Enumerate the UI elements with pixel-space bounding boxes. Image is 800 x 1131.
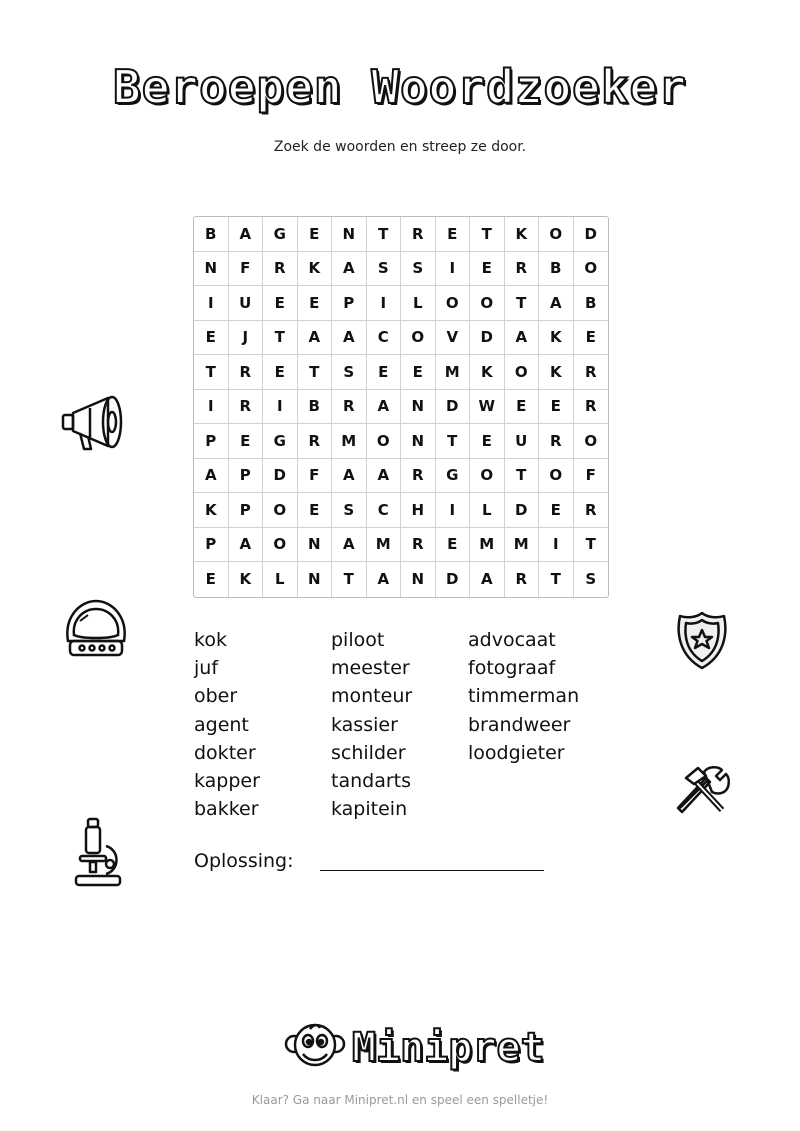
word-item: kapitein bbox=[331, 798, 408, 821]
footer-text: Klaar? Ga naar Minipret.nl en speel een spelletje! bbox=[251, 1093, 549, 1107]
grid-cell[interactable]: F bbox=[229, 252, 264, 287]
grid-cell[interactable]: M bbox=[470, 528, 505, 563]
grid-cell[interactable]: G bbox=[263, 424, 298, 459]
grid-cell[interactable]: I bbox=[539, 528, 574, 563]
grid-cell[interactable]: T bbox=[332, 562, 367, 597]
grid-cell[interactable]: N bbox=[194, 252, 229, 287]
word-item: tandarts bbox=[331, 769, 411, 792]
grid-cell[interactable]: R bbox=[574, 355, 609, 390]
grid-cell[interactable]: J bbox=[229, 321, 264, 356]
grid-cell[interactable]: O bbox=[263, 528, 298, 563]
grid-cell[interactable]: A bbox=[367, 459, 402, 494]
grid-cell[interactable]: P bbox=[194, 528, 229, 563]
grid-cell[interactable]: N bbox=[401, 562, 436, 597]
word-item: kassier bbox=[331, 713, 398, 736]
grid-cell[interactable]: A bbox=[298, 321, 333, 356]
grid-cell[interactable]: O bbox=[574, 252, 609, 287]
grid-cell[interactable]: I bbox=[367, 286, 402, 321]
grid-cell[interactable]: T bbox=[194, 355, 229, 390]
grid-cell[interactable]: D bbox=[505, 493, 540, 528]
word-item: bakker bbox=[194, 798, 259, 821]
word-column-1 bbox=[194, 626, 260, 823]
grid-cell[interactable]: T bbox=[574, 528, 609, 563]
word-item: meester bbox=[331, 657, 410, 680]
grid-cell[interactable]: D bbox=[574, 217, 609, 252]
grid-cell[interactable]: E bbox=[574, 321, 609, 356]
word-item: kapper bbox=[194, 769, 260, 792]
grid-cell[interactable]: A bbox=[367, 390, 402, 425]
word-item: loodgieter bbox=[468, 741, 565, 764]
grid-cell[interactable]: E bbox=[229, 424, 264, 459]
grid-cell[interactable]: A bbox=[539, 286, 574, 321]
page-subtitle: Zoek de woorden en streep ze door. bbox=[273, 139, 527, 155]
grid-cell[interactable]: K bbox=[229, 562, 264, 597]
grid-cell[interactable]: E bbox=[401, 355, 436, 390]
grid-cell[interactable]: O bbox=[505, 355, 540, 390]
grid-cell[interactable]: I bbox=[436, 493, 471, 528]
grid-cell[interactable]: T bbox=[505, 459, 540, 494]
grid-cell[interactable]: M bbox=[367, 528, 402, 563]
grid-cell[interactable]: S bbox=[332, 355, 367, 390]
grid-cell[interactable]: U bbox=[505, 424, 540, 459]
grid-cell[interactable]: T bbox=[470, 217, 505, 252]
word-item: advocaat bbox=[468, 629, 556, 651]
tools-icon bbox=[674, 764, 732, 820]
grid-cell[interactable]: O bbox=[367, 424, 402, 459]
grid-cell[interactable]: O bbox=[539, 217, 574, 252]
grid-cell[interactable]: O bbox=[401, 321, 436, 356]
word-item: kok bbox=[194, 629, 227, 651]
grid-cell[interactable]: V bbox=[436, 321, 471, 356]
grid-cell[interactable]: C bbox=[367, 321, 402, 356]
grid-cell[interactable]: R bbox=[574, 493, 609, 528]
grid-cell[interactable]: E bbox=[194, 321, 229, 356]
grid-cell[interactable]: D bbox=[470, 321, 505, 356]
grid-cell[interactable]: T bbox=[298, 355, 333, 390]
megaphone-icon bbox=[60, 393, 132, 459]
grid-cell[interactable]: O bbox=[436, 286, 471, 321]
grid-cell[interactable]: T bbox=[505, 286, 540, 321]
word-column-3 bbox=[468, 626, 579, 767]
grid-cell[interactable]: E bbox=[263, 355, 298, 390]
grid-cell[interactable]: O bbox=[539, 459, 574, 494]
grid-cell[interactable]: I bbox=[263, 390, 298, 425]
solution-label: Oplossing: bbox=[194, 850, 294, 872]
grid-cell[interactable]: O bbox=[574, 424, 609, 459]
grid-cell[interactable]: S bbox=[401, 252, 436, 287]
brand-name: Minipret bbox=[352, 1025, 545, 1071]
grid-cell[interactable]: B bbox=[298, 390, 333, 425]
grid-cell[interactable]: O bbox=[470, 459, 505, 494]
grid-cell[interactable]: E bbox=[436, 217, 471, 252]
grid-cell[interactable]: K bbox=[194, 493, 229, 528]
grid-cell[interactable]: E bbox=[505, 390, 540, 425]
grid-cell[interactable]: N bbox=[332, 217, 367, 252]
word-item: dokter bbox=[194, 741, 256, 764]
grid-cell[interactable]: N bbox=[401, 424, 436, 459]
word-item: schilder bbox=[331, 741, 406, 764]
grid-cell[interactable]: T bbox=[263, 321, 298, 356]
grid-cell[interactable]: R bbox=[574, 390, 609, 425]
word-item: timmerman bbox=[468, 685, 580, 708]
grid-cell[interactable]: R bbox=[401, 528, 436, 563]
grid-cell[interactable]: I bbox=[194, 286, 229, 321]
grid-cell[interactable]: R bbox=[505, 252, 540, 287]
grid-cell[interactable]: R bbox=[401, 459, 436, 494]
grid-cell[interactable]: E bbox=[298, 493, 333, 528]
grid-cell[interactable]: H bbox=[401, 493, 436, 528]
grid-cell[interactable]: E bbox=[436, 528, 471, 563]
grid-cell[interactable]: R bbox=[229, 355, 264, 390]
grid-cell[interactable]: K bbox=[470, 355, 505, 390]
grid-cell[interactable]: E bbox=[194, 562, 229, 597]
word-item: juf bbox=[194, 657, 219, 680]
grid-cell[interactable]: A bbox=[332, 459, 367, 494]
grid-cell[interactable]: N bbox=[298, 562, 333, 597]
word-search-grid bbox=[193, 216, 609, 598]
grid-cell[interactable]: R bbox=[229, 390, 264, 425]
grid-cell[interactable]: A bbox=[194, 459, 229, 494]
grid-cell[interactable]: A bbox=[505, 321, 540, 356]
grid-cell[interactable]: I bbox=[436, 252, 471, 287]
word-item: agent bbox=[194, 713, 249, 736]
police-badge-icon bbox=[676, 610, 728, 676]
grid-cell[interactable]: C bbox=[367, 493, 402, 528]
grid-cell[interactable]: M bbox=[436, 355, 471, 390]
monkey-logo-icon bbox=[284, 1020, 346, 1076]
grid-cell[interactable]: K bbox=[539, 355, 574, 390]
microscope-icon bbox=[70, 816, 126, 892]
grid-cell[interactable]: E bbox=[539, 493, 574, 528]
grid-cell[interactable]: T bbox=[367, 217, 402, 252]
word-item: monteur bbox=[331, 685, 413, 708]
grid-cell[interactable]: L bbox=[401, 286, 436, 321]
word-column-2 bbox=[331, 626, 412, 823]
grid-cell[interactable]: S bbox=[332, 493, 367, 528]
grid-cell[interactable]: E bbox=[298, 217, 333, 252]
grid-cell[interactable]: R bbox=[263, 252, 298, 287]
grid-cell[interactable]: M bbox=[505, 528, 540, 563]
grid-cell[interactable]: F bbox=[574, 459, 609, 494]
word-item: piloot bbox=[331, 629, 385, 651]
solution-line[interactable] bbox=[320, 870, 544, 871]
grid-cell[interactable]: G bbox=[436, 459, 471, 494]
grid-cell[interactable]: P bbox=[229, 493, 264, 528]
grid-cell[interactable]: L bbox=[263, 562, 298, 597]
grid-cell[interactable]: A bbox=[367, 562, 402, 597]
grid-cell[interactable]: E bbox=[470, 424, 505, 459]
grid-cell[interactable]: D bbox=[263, 459, 298, 494]
grid-cell[interactable]: R bbox=[505, 562, 540, 597]
grid-cell[interactable]: P bbox=[229, 459, 264, 494]
grid-cell[interactable]: G bbox=[263, 217, 298, 252]
page-title: Beroepen Woordzoeker bbox=[113, 60, 687, 114]
grid-cell[interactable]: B bbox=[194, 217, 229, 252]
grid-cell[interactable]: K bbox=[539, 321, 574, 356]
grid-cell[interactable]: A bbox=[470, 562, 505, 597]
grid-cell[interactable]: E bbox=[263, 286, 298, 321]
word-item: fotograaf bbox=[468, 657, 556, 680]
grid-cell[interactable]: E bbox=[539, 390, 574, 425]
grid-cell[interactable]: A bbox=[229, 528, 264, 563]
grid-cell[interactable]: E bbox=[367, 355, 402, 390]
grid-cell[interactable]: N bbox=[298, 528, 333, 563]
grid-cell[interactable]: D bbox=[436, 390, 471, 425]
grid-cell[interactable]: A bbox=[332, 321, 367, 356]
brand-logo[interactable] bbox=[284, 1020, 545, 1076]
grid-cell[interactable]: A bbox=[332, 528, 367, 563]
grid-cell[interactable]: B bbox=[574, 286, 609, 321]
grid-cell[interactable]: W bbox=[470, 390, 505, 425]
grid-cell[interactable]: S bbox=[367, 252, 402, 287]
grid-cell[interactable]: P bbox=[194, 424, 229, 459]
grid-cell[interactable]: L bbox=[470, 493, 505, 528]
grid-cell[interactable]: P bbox=[332, 286, 367, 321]
grid-cell[interactable]: R bbox=[401, 217, 436, 252]
grid-cell[interactable]: R bbox=[298, 424, 333, 459]
astronaut-helmet-icon bbox=[60, 597, 132, 669]
grid-cell[interactable]: B bbox=[539, 252, 574, 287]
grid-cell[interactable]: O bbox=[263, 493, 298, 528]
grid-cell[interactable]: T bbox=[539, 562, 574, 597]
grid-cell[interactable]: F bbox=[298, 459, 333, 494]
grid-cell[interactable]: S bbox=[585, 570, 597, 589]
grid-cell[interactable]: E bbox=[470, 252, 505, 287]
grid-cell[interactable]: K bbox=[505, 217, 540, 252]
grid-cell[interactable]: K bbox=[298, 252, 333, 287]
grid-cell[interactable]: D bbox=[436, 562, 471, 597]
grid-cell[interactable]: T bbox=[436, 424, 471, 459]
grid-cell[interactable]: M bbox=[332, 424, 367, 459]
word-item: ober bbox=[194, 685, 238, 708]
grid-cell[interactable]: E bbox=[298, 286, 333, 321]
grid-cell[interactable]: U bbox=[229, 286, 264, 321]
grid-cell[interactable]: A bbox=[229, 217, 264, 252]
grid-cell[interactable]: O bbox=[470, 286, 505, 321]
grid-cell[interactable]: N bbox=[401, 390, 436, 425]
grid-cell[interactable]: R bbox=[332, 390, 367, 425]
grid-cell[interactable]: R bbox=[539, 424, 574, 459]
grid-cell[interactable]: I bbox=[194, 390, 229, 425]
grid-cell[interactable]: A bbox=[332, 252, 367, 287]
word-item: brandweer bbox=[468, 713, 571, 736]
